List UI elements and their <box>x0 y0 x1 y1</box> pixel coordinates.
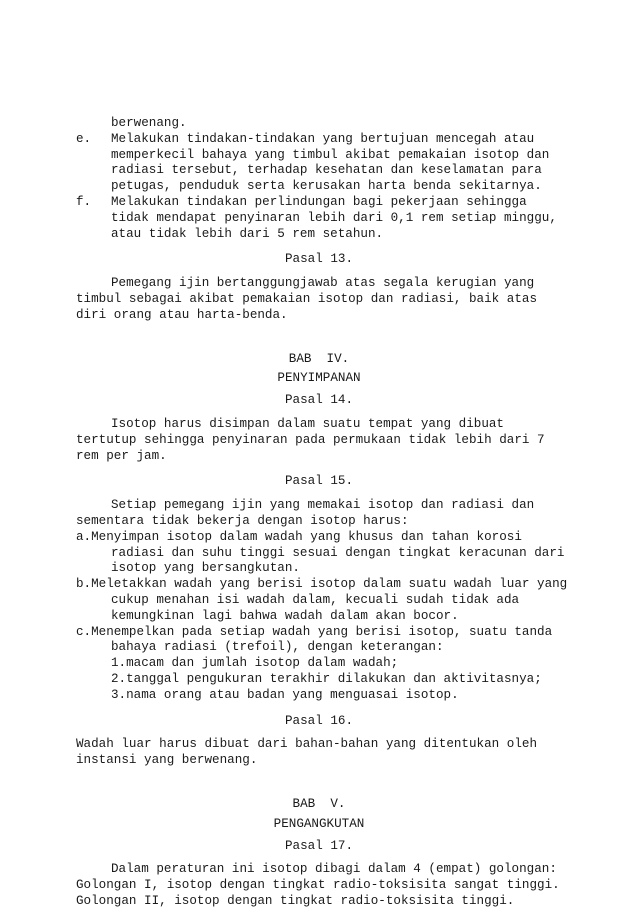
paragraph-line: Setiap pemegang ijin yang memakai isotop dan radiasi dan <box>111 498 535 513</box>
paragraph-line: Dalam peraturan ini isotop dibagi dalam 4 (empat) golongan: <box>111 862 557 877</box>
paragraph-line: timbul sebagai akibat pemakaian isotop dan radiasi, baik atas <box>76 292 538 306</box>
item-e-continuation: berwenang. <box>111 116 187 130</box>
list-item-c-line: bahaya radiasi (trefoil), dengan keterangan: <box>111 640 444 655</box>
paragraph-line: Isotop harus disimpan dalam suatu tempat yang dibuat <box>111 417 504 431</box>
paragraph-line: Golongan I, isotop dengan tingkat radio-toksisita sangat tinggi. <box>76 878 560 893</box>
bab-v-subtitle: PENGANGKUTAN <box>273 816 365 831</box>
list-item-a-line: radiasi dan suhu tinggi sesuai dengan tingkat keracunan dari <box>111 545 565 560</box>
sub-item-1: 1.macam dan jumlah isotop dalam wadah; <box>111 656 399 671</box>
list-item-b: b.Meletakkan wadah yang berisi isotop dalam suatu wadah luar yang <box>76 577 568 592</box>
item-e-marker: e. <box>76 131 92 146</box>
list-item-b-line: cukup menahan isi wadah dalam, kecuali sudah tidak ada <box>111 593 520 607</box>
item-e-line: memperkecil bahaya yang timbul akibat pemakaian isotop dan <box>111 147 550 162</box>
item-f-line: Melakukan tindakan perlindungan bagi pekerjaan sehingga <box>111 195 527 209</box>
pasal-14-heading: Pasal 14. <box>284 393 354 408</box>
list-item-c: c.Menempelkan pada setiap wadah yang berisi isotop, suatu tanda <box>76 624 553 639</box>
item-f-line: atau tidak lebih dari 5 rem setahun. <box>111 226 384 241</box>
paragraph-line: Pemegang ijin bertanggungjawab atas segala kerugian yang <box>111 276 535 291</box>
item-e-line: radiasi tersebut, terhadap kesehatan dan keselamatan para <box>111 163 542 178</box>
pasal-15-heading: Pasal 15. <box>284 474 354 489</box>
sub-item-2: 2.tanggal pengukuran terakhir dilakukan dan aktivitasnya; <box>111 672 542 686</box>
paragraph-line: Golongan II, isotop dengan tingkat radio-toksisita tinggi. <box>76 894 515 908</box>
pasal-17-heading: Pasal 17. <box>284 838 354 853</box>
list-item-b-line: kemungkinan lagi bahwa wadah dalam akan bocor. <box>111 608 459 623</box>
item-e-line: petugas, penduduk serta kerusakan harta benda sekitarnya. <box>111 179 542 194</box>
paragraph-line: diri orang atau harta-benda. <box>76 307 288 322</box>
item-e-line: Melakukan tindakan-tindakan yang bertujuan mencegah atau <box>111 131 535 146</box>
bab-v-heading: BAB V. <box>292 797 346 811</box>
pasal-16-heading: Pasal 16. <box>284 713 354 728</box>
bab-iv-heading: BAB IV. <box>288 351 350 366</box>
paragraph-line: Wadah luar harus dibuat dari bahan-bahan yang ditentukan oleh <box>76 737 538 752</box>
pasal-13-heading: Pasal 13. <box>284 252 354 267</box>
item-f-line: tidak mendapat penyinaran lebih dari 0,1 rem setiap minggu, <box>111 210 557 225</box>
paragraph-line: instansi yang berwenang. <box>76 753 258 768</box>
paragraph-line: sementara tidak bekerja dengan isotop harus: <box>76 514 409 528</box>
list-item-a-line: isotop yang bersangkutan. <box>111 561 300 576</box>
list-item-a: a.Menyimpan isotop dalam wadah yang khusus dan tahan korosi <box>76 529 522 544</box>
paragraph-line: tertutup sehingga penyinaran pada permukaan tidak lebih dari 7 <box>76 432 545 447</box>
sub-item-3: 3.nama orang atau badan yang menguasai isotop. <box>111 687 459 702</box>
item-f-marker: f. <box>76 195 92 209</box>
paragraph-line: rem per jam. <box>76 448 167 463</box>
bab-iv-subtitle: PENYIMPANAN <box>277 371 361 386</box>
